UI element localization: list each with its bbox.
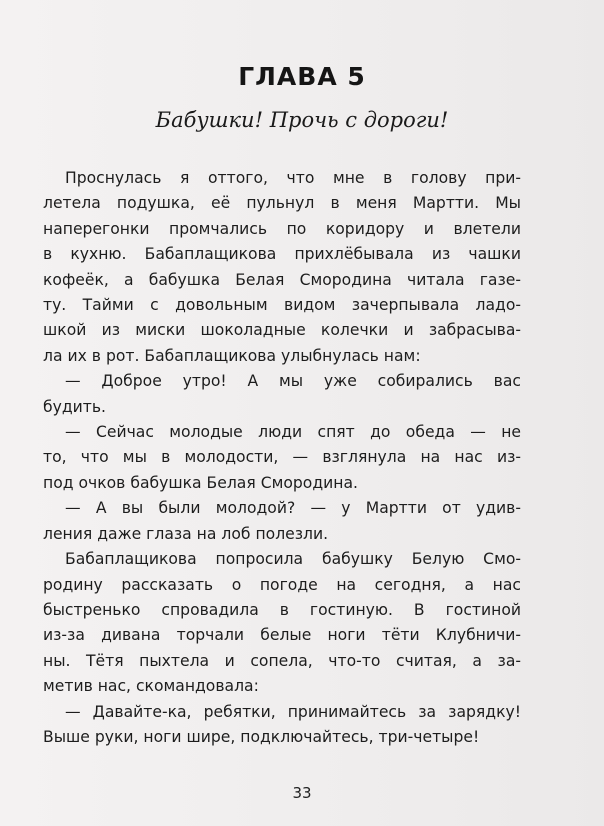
chapter-body-text: [43, 166, 521, 750]
text-line: наперегонки промчались по коридору и влетели: [43, 219, 521, 238]
text-line: в кухню. Бабаплащикова прихлёбывала из чашки: [43, 245, 521, 264]
text-line: Бабаплащикова попросила бабушку Белую Смо-: [65, 550, 521, 569]
paragraph: [43, 496, 521, 547]
text-line: ту. Тайми с довольным видом зачерпывала ладо-: [43, 296, 521, 315]
text-line: шкой из миски шоколадные колечки и забрасыва-: [43, 321, 521, 340]
text-line: ны. Тётя пыхтела и сопела, что-то считая, а за-: [43, 651, 521, 670]
text-line: метив нас, скомандовала:: [43, 677, 259, 696]
text-line: то, что мы в молодости, — взглянула на нас из-: [43, 448, 521, 467]
paragraph: [43, 166, 521, 369]
text-line: — Давайте-ка, ребятки, принимайтесь за зарядку!: [65, 702, 521, 721]
text-line: летела подушка, её пульнул в меня Мартти. Мы: [43, 194, 521, 213]
text-line: — Доброе утро! А мы уже собирались вас: [65, 372, 521, 391]
text-line: Проснулась я оттого, что мне в голову при-: [65, 169, 521, 187]
chapter-title: ГЛАВА 5: [238, 62, 366, 91]
text-line: Выше руки, ноги шире, подключайтесь, три-четыре!: [43, 727, 480, 746]
text-line: ла их в рот. Бабаплащикова улыбнулась нам:: [43, 346, 421, 365]
text-line: ления даже глаза на лоб полезли.: [43, 524, 329, 543]
chapter-subtitle: Бабушки! Прочь с дороги!: [155, 108, 449, 132]
paragraph: [43, 420, 521, 496]
text-line: под очков бабушка Белая Смородина.: [43, 473, 358, 492]
text-line: из-за дивана торчали белые ноги тёти Клубничи-: [43, 626, 521, 645]
text-line: будить.: [43, 397, 106, 416]
text-line: — Сейчас молодые люди спят до обеда — не: [65, 423, 521, 442]
paragraph: [43, 547, 521, 699]
page-number: 33: [292, 784, 312, 802]
text-line: кофеёк, а бабушка Белая Смородина читала газе-: [43, 270, 521, 289]
paragraph: [43, 700, 521, 751]
paragraph: [43, 369, 521, 420]
text-line: родину рассказать о погоде на сегодня, а нас: [43, 575, 521, 594]
text-line: быстренько спровадила в гостиную. В гостиной: [43, 600, 521, 619]
text-line: — А вы были молодой? — у Мартти от удив-: [65, 499, 521, 518]
